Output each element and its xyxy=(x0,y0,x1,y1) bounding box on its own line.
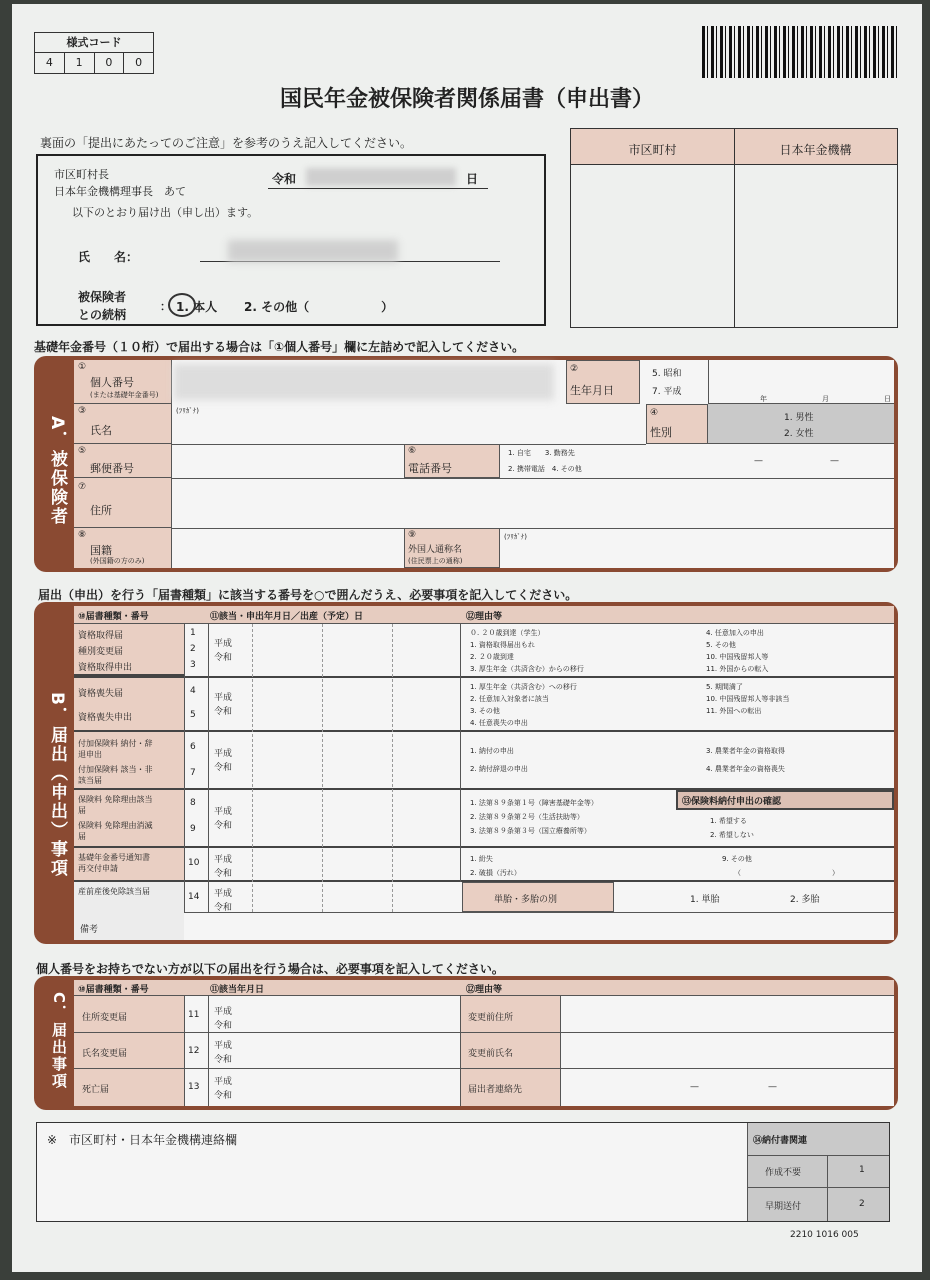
era-heisei[interactable]: 平成 xyxy=(214,1007,233,1017)
f5-label: 郵便番号 xyxy=(90,462,134,475)
form-code-digit: 1 xyxy=(65,53,95,73)
f2-num: ② xyxy=(570,364,579,374)
col-form-type: ⑩届書種類・番号 xyxy=(78,612,149,622)
form-num: 4 xyxy=(190,686,196,696)
contact-dash: — xyxy=(690,1082,699,1092)
relation-label: 被保険者 xyxy=(78,290,127,304)
date-day: 日 xyxy=(466,172,479,186)
c-form-name[interactable]: 氏名変更届 xyxy=(82,1049,128,1059)
phone-type-1[interactable]: 1. 自宅 3. 勤務先 xyxy=(508,449,575,457)
phone-type-2[interactable]: 2. 携帯電話 4. その他 xyxy=(508,465,582,473)
col-date: ⑪該当・申出年月日／出産（予定）日 xyxy=(210,612,364,622)
slip-num-2: 2 xyxy=(859,1199,865,1209)
reason: 1. 厚生年金（共済含む）への移行 xyxy=(470,683,577,691)
liaison-label: ※ 市区町村・日本年金機構連絡欄 xyxy=(47,1133,238,1147)
addressee-city: 市区町村長 xyxy=(54,168,109,181)
section-a-note: 基礎年金番号（１０桁）で届出する場合は「①個人番号」欄に左詰めで記入してください。 xyxy=(34,340,525,354)
form-type-1[interactable]: 資格取得届 xyxy=(78,631,124,641)
form-code-digit: 0 xyxy=(135,56,143,69)
relation-option-other[interactable]: 2. その他（ ） xyxy=(244,300,394,314)
reason: 10. 中国残留邦人等 xyxy=(706,653,769,661)
era-heisei[interactable]: 平成 xyxy=(214,1077,233,1087)
redacted-name xyxy=(228,240,398,262)
era-heisei[interactable]: 平成 xyxy=(214,855,233,865)
addressee-pension: 日本年金機構理事長 あて xyxy=(54,185,186,198)
f7-label: 住所 xyxy=(90,504,112,517)
reason: 3. 農業者年金の資格取得 xyxy=(706,747,785,755)
c-reason-name: 変更前氏名 xyxy=(468,1049,514,1059)
reason: 9. その他 xyxy=(722,855,752,863)
relation-label-2: との続柄 xyxy=(78,308,127,322)
reason: 11. 外国からの転入 xyxy=(706,665,769,673)
era-reiwa[interactable]: 令和 xyxy=(214,869,233,879)
reason: 1. 納付の申出 xyxy=(470,747,514,755)
section-a xyxy=(34,356,898,572)
payment-wish[interactable]: 1. 希望する xyxy=(710,817,747,825)
form-code-digit: 4 xyxy=(35,53,65,73)
phone-dash: — xyxy=(830,456,839,466)
reason: 1. 法第８９条第１号（障害基礎年金等） xyxy=(470,799,598,807)
f4-label: 性別 xyxy=(650,426,672,439)
f2-label: 生年月日 xyxy=(570,384,614,397)
c-reason-contact: 届出者連絡先 xyxy=(468,1085,523,1095)
c-form-num: 11 xyxy=(188,1010,200,1020)
f3-label: 氏名 xyxy=(90,424,112,437)
barcode xyxy=(702,26,897,78)
form-num: 3 xyxy=(190,660,196,670)
payment-no-wish[interactable]: 2. 希望しない xyxy=(710,831,754,839)
era-heisei[interactable]: 平成 xyxy=(214,1041,233,1051)
section-b xyxy=(34,602,898,944)
birth-single[interactable]: 1. 単胎 xyxy=(690,895,720,905)
relation-colon: ： xyxy=(160,300,171,313)
f6-num: ⑥ xyxy=(408,446,417,456)
form-num: 10 xyxy=(188,858,200,868)
form-num: 9 xyxy=(190,824,196,834)
slip-num-1: 1 xyxy=(859,1165,865,1175)
f1-label: 個人番号 xyxy=(90,376,134,389)
form-num: 8 xyxy=(190,798,196,808)
payment-confirm-header: ⑬保険料納付申出の確認 xyxy=(682,797,782,807)
selection-circle xyxy=(168,293,196,317)
reason: 5. 期間満了 xyxy=(706,683,743,691)
f4-num: ④ xyxy=(650,408,659,418)
era-heisei[interactable]: 平成 xyxy=(214,807,233,817)
form-serial: 2210 1016 005 xyxy=(790,1230,859,1240)
reason: 3. 法第８９条第３号（国立療養所等） xyxy=(470,827,591,835)
f8-sub: (外国籍の方のみ) xyxy=(90,557,145,565)
remarks-label: 備考 xyxy=(80,925,99,935)
birth-type-label: 単胎・多胎の別 xyxy=(494,895,558,905)
f8-label: 国籍 xyxy=(90,544,112,557)
f7-num: ⑦ xyxy=(78,482,87,492)
reason: 2. 破損（汚れ） xyxy=(470,869,521,877)
section-c-note: 個人番号をお持ちでない方が以下の届出を行う場合は、必要事項を記入してください。 xyxy=(36,962,504,976)
c-form-num: 12 xyxy=(188,1046,200,1056)
reason: 2. 法第８９条第２号（生活扶助等） xyxy=(470,813,584,821)
era-heisei[interactable]: 平成 xyxy=(214,749,233,759)
reason: （ ） xyxy=(734,869,839,877)
notice-text: 裏面の「提出にあたってのご注意」を参考のうえ記入してください。 xyxy=(40,136,413,150)
reason: 10. 中国残留邦人等非該当 xyxy=(706,695,790,703)
reason: 3. 厚生年金（共済含む）からの移行 xyxy=(470,665,584,673)
redacted-date xyxy=(306,168,456,186)
gender-female[interactable]: 2. 女性 xyxy=(784,429,814,439)
reason: 1. 紛失 xyxy=(470,855,493,863)
form-num: 6 xyxy=(190,742,196,752)
era-showa[interactable]: 5. 昭和 xyxy=(652,369,682,379)
form-num: 5 xyxy=(190,710,196,720)
gender-male[interactable]: 1. 男性 xyxy=(784,413,814,423)
section-a-label: A．被保険者 xyxy=(47,416,67,527)
c-form-num: 13 xyxy=(188,1082,200,1092)
reason: 2. 任意加入対象者に該当 xyxy=(470,695,549,703)
date-era: 令和 xyxy=(272,172,297,186)
redacted-id[interactable] xyxy=(174,364,554,400)
reason: 2. 納付辞退の申出 xyxy=(470,765,528,773)
era-reiwa[interactable]: 令和 xyxy=(214,821,233,831)
form-type-6[interactable]: 付加保険料 納付・辞退申出 xyxy=(78,739,153,759)
form-num: 7 xyxy=(190,768,196,778)
reason: 4. 任意加入の申出 xyxy=(706,629,764,637)
reason: ０. ２０歳到達（学生） xyxy=(470,629,545,637)
f5-num: ⑤ xyxy=(78,446,87,456)
era-reiwa[interactable]: 令和 xyxy=(214,707,233,717)
day-unit: 日 xyxy=(884,395,891,403)
reason: 2. ２０歳到達 xyxy=(470,653,514,661)
era-reiwa[interactable]: 令和 xyxy=(214,1055,233,1065)
c-col-reason: ⑫理由等 xyxy=(466,985,503,995)
f9-num: ⑨ xyxy=(408,530,417,540)
form-code-digit: 0 xyxy=(95,53,125,73)
form-type-4[interactable]: 資格喪失届 xyxy=(78,689,124,699)
era-heisei[interactable]: 平成 xyxy=(214,693,233,703)
era-heisei[interactable]: 7. 平成 xyxy=(652,387,682,397)
f9-sub: (住民票上の通称) xyxy=(408,557,463,565)
era-reiwa[interactable]: 令和 xyxy=(214,1091,233,1101)
address-box xyxy=(36,154,546,326)
col-reason: ⑫理由等 xyxy=(466,612,503,622)
section-c xyxy=(34,976,898,1110)
reason: 4. 農業者年金の資格喪失 xyxy=(706,765,785,773)
relation-option-self[interactable]: 1. 本人 xyxy=(176,300,218,314)
liaison-box xyxy=(36,1122,890,1222)
reason: 1. 資格取得届出もれ xyxy=(470,641,535,649)
era-heisei[interactable]: 平成 xyxy=(214,639,233,649)
declaration-text: 以下のとおり届け出（申し出）ます。 xyxy=(72,206,259,219)
alias-furigana: (ﾌﾘｶﾞﾅ) xyxy=(504,533,527,541)
c-form-death[interactable]: 死亡届 xyxy=(82,1085,110,1095)
section-c-label: C．届出事項 xyxy=(50,992,68,1091)
era-heisei[interactable]: 平成 xyxy=(214,889,233,899)
c-col-date: ⑪該当年月日 xyxy=(210,985,265,995)
form-num: 14 xyxy=(188,892,200,902)
form-type-3[interactable]: 資格取得申出 xyxy=(78,663,133,673)
year-unit: 年 xyxy=(760,395,767,403)
form-paper xyxy=(12,4,922,1272)
form-code-box xyxy=(34,32,154,74)
c-col-form-type: ⑩届書種類・番号 xyxy=(78,985,149,995)
month-unit: 月 xyxy=(822,395,829,403)
reason: 11. 外国への転出 xyxy=(706,707,762,715)
f6-label: 電話番号 xyxy=(408,462,452,475)
c-reason-address: 変更前住所 xyxy=(468,1013,514,1023)
contact-dash: — xyxy=(768,1082,777,1092)
form-type-14[interactable]: 産前産後免除該当届 xyxy=(78,887,150,896)
birth-multi[interactable]: 2. 多胎 xyxy=(790,895,820,905)
era-reiwa[interactable]: 令和 xyxy=(214,903,233,913)
f1-sub: (または基礎年金番号) xyxy=(90,391,159,399)
slip-early[interactable]: 早期送付 xyxy=(765,1202,802,1212)
form-type-8[interactable]: 保険料 免除理由該当届 xyxy=(78,795,153,815)
form-num: 2 xyxy=(190,644,196,654)
f1-num: ① xyxy=(78,362,87,372)
form-type-9[interactable]: 保険料 免除理由消滅届 xyxy=(78,821,153,841)
office-city: 市区町村 xyxy=(628,143,677,157)
reason: 5. その他 xyxy=(706,641,736,649)
era-reiwa[interactable]: 令和 xyxy=(214,653,233,663)
f3-num: ③ xyxy=(78,406,87,416)
form-type-2[interactable]: 種別変更届 xyxy=(78,647,124,657)
section-b-label: B．届出（申出）事項 xyxy=(47,692,67,878)
form-code-label: 様式コード xyxy=(35,33,153,53)
reason: 4. 任意喪失の申出 xyxy=(470,719,528,727)
name-label: 氏 名： xyxy=(78,250,139,264)
era-reiwa[interactable]: 令和 xyxy=(214,1021,233,1031)
slip-not-needed[interactable]: 作成不要 xyxy=(765,1168,802,1178)
phone-dash: — xyxy=(754,456,763,466)
reason: 3. その他 xyxy=(470,707,500,715)
payment-slip-header: ⑭納付書関連 xyxy=(753,1136,808,1146)
form-type-10[interactable]: 基礎年金番号通知書再交付申請 xyxy=(78,853,150,873)
section-b-note: 届出（申出）を行う「届書種類」に該当する番号を○で囲んだうえ、必要事項を記入してください。 xyxy=(38,588,578,602)
era-reiwa[interactable]: 令和 xyxy=(214,763,233,773)
c-form-address[interactable]: 住所変更届 xyxy=(82,1013,128,1023)
page-title: 国民年金被保険者関係届書（申出書） xyxy=(279,87,654,112)
office-box xyxy=(570,128,898,328)
form-num: 1 xyxy=(190,628,196,638)
form-type-5[interactable]: 資格喪失申出 xyxy=(78,713,133,723)
name-furigana: (ﾌﾘｶﾞﾅ) xyxy=(176,407,199,415)
f9-label: 外国人通称名 xyxy=(408,545,463,555)
f8-num: ⑧ xyxy=(78,530,87,540)
form-type-7[interactable]: 付加保険料 該当・非該当届 xyxy=(78,765,153,785)
office-pension: 日本年金機構 xyxy=(779,143,852,157)
